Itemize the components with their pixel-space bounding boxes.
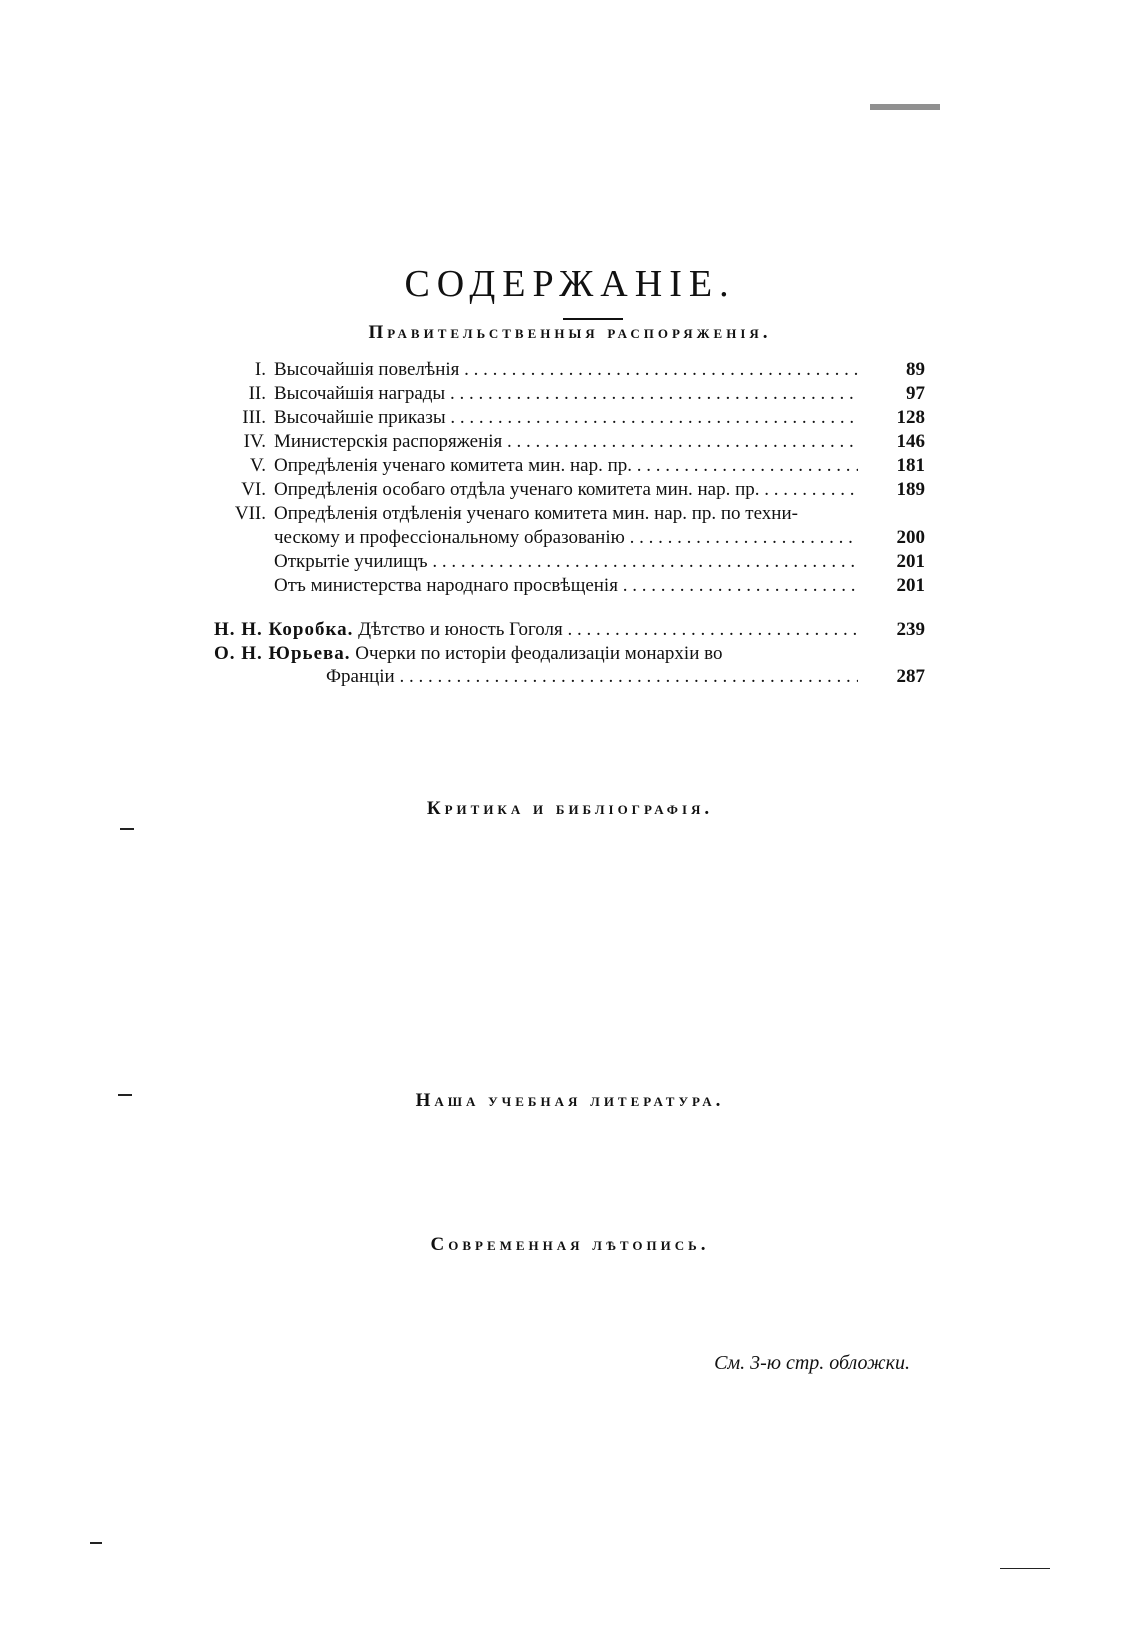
entry-text: ческому и профессіональному образованію [274, 527, 625, 548]
footer-note: См. 3-ю стр. обложки. [714, 1352, 910, 1374]
entry-text: Министерскія распоряженія [274, 431, 503, 452]
scan-speck [120, 828, 134, 830]
roman-numeral: IV. [243, 431, 266, 452]
toc-row [206, 358, 925, 382]
entry-text: Отъ министерства народнаго просвѣщенія [274, 575, 618, 596]
page-number: 201 [896, 575, 925, 596]
toc-row [206, 478, 925, 502]
toc-entry [206, 382, 858, 406]
scan-speck [1000, 1568, 1050, 1569]
page-number: 97 [906, 383, 925, 404]
entry-text: Очерки по исторіи феодализаціи монархіи во [355, 643, 723, 664]
page-number: 146 [896, 431, 925, 452]
entry-text: Опредѣленія ученаго комитета мин. нар. пр. [274, 455, 632, 476]
author-name: Н. Н. Коробка. [214, 619, 354, 640]
entry-text: Опредѣленія отдѣленія ученаго комитета мин. нар. пр. по техни- [274, 503, 798, 524]
page-number: 189 [896, 479, 925, 500]
entry-text: Опредѣленія особаго отдѣла ученаго комитета мин. нар. пр. [274, 479, 760, 500]
toc-row [206, 502, 925, 526]
toc-entry [206, 502, 886, 526]
toc-entry [326, 665, 858, 689]
roman-numeral: VI. [241, 479, 266, 500]
roman-numeral: V. [249, 455, 266, 476]
roman-numeral: VII. [234, 503, 266, 524]
toc-row [214, 642, 925, 666]
section-heading-education: Наша учебная литература. [415, 1090, 725, 1111]
toc-row [206, 526, 925, 550]
entry-text: Высочайшія награды [274, 383, 446, 404]
roman-numeral: II. [248, 383, 266, 404]
entry-text: Дѣтство и юность Гоголя [358, 619, 563, 640]
toc-row [214, 618, 925, 642]
toc-entry [214, 642, 874, 666]
toc-entry [206, 574, 858, 598]
page-number: 239 [896, 619, 925, 640]
page-number: 181 [896, 455, 925, 476]
roman-numeral: III. [242, 407, 266, 428]
entry-text: Высочайшія повелѣнія [274, 359, 460, 380]
section-heading-chronicle: Современная лѣтопись. [430, 1234, 710, 1255]
toc-row [206, 382, 925, 406]
scan-speck [870, 104, 940, 110]
entry-text: Высочайшіе приказы [274, 407, 446, 428]
page-number: 200 [896, 527, 925, 548]
toc-row [206, 454, 925, 478]
section-heading-government: Правительственныя распоряженія. [368, 322, 772, 343]
toc-row [206, 550, 925, 574]
toc-entry [206, 526, 858, 550]
toc-row [206, 406, 925, 430]
author-name: О. Н. Юрьева. [214, 643, 351, 664]
entry-text: Открытіе училищъ [274, 551, 428, 572]
toc-entry [206, 550, 858, 574]
toc-entry [206, 454, 858, 478]
page-number: 287 [896, 666, 925, 687]
scan-speck [118, 1094, 132, 1096]
title-rule [563, 318, 623, 320]
toc-entry [206, 478, 858, 502]
page-number: 128 [896, 407, 925, 428]
page-title: СОДЕРЖАНІЕ. [404, 263, 736, 305]
entry-text: Франціи [326, 666, 395, 687]
toc-entry [206, 430, 858, 454]
toc-entry [214, 618, 858, 642]
roman-numeral: I. [254, 359, 266, 380]
toc-entry [206, 406, 858, 430]
scan-speck [90, 1542, 102, 1544]
toc-row [206, 430, 925, 454]
page-number: 89 [906, 359, 925, 380]
page-number: 201 [896, 551, 925, 572]
section-heading-criticism: Критика и библіографія. [426, 798, 714, 819]
toc-row [326, 665, 925, 689]
toc-row [206, 574, 925, 598]
toc-entry [206, 358, 858, 382]
